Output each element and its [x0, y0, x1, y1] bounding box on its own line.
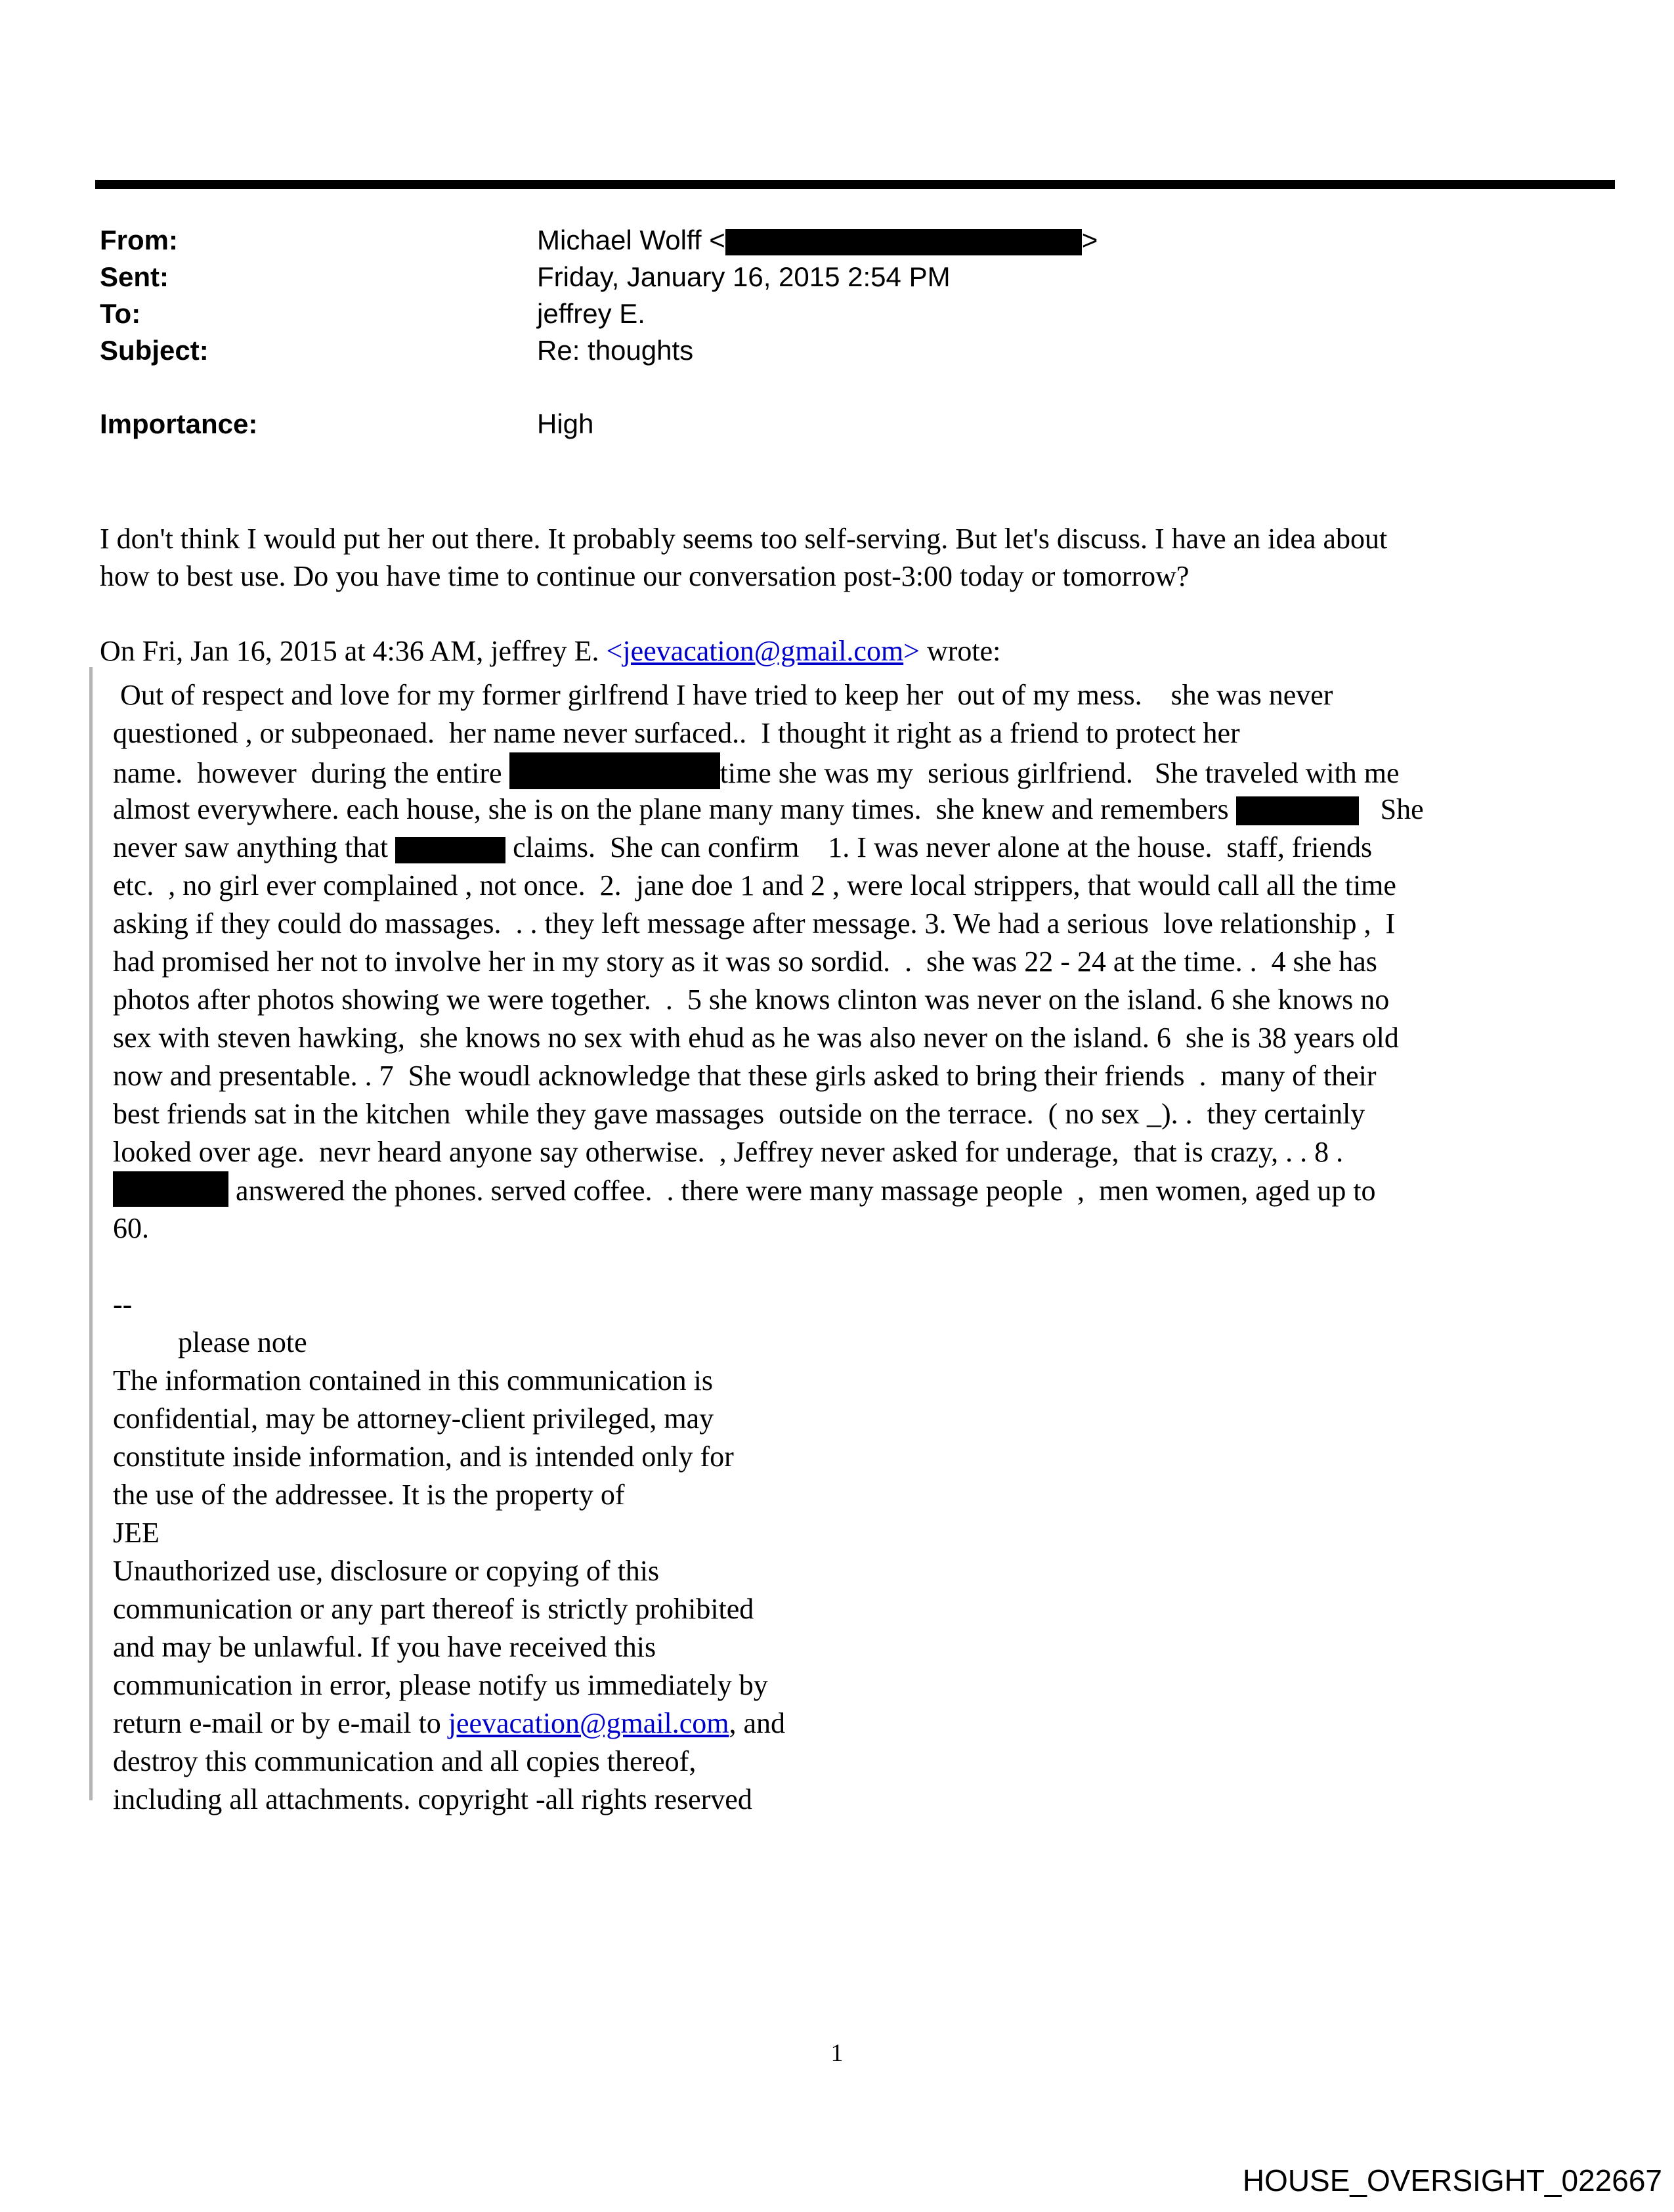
text-run: communication in error, please notify us immediately by	[113, 1669, 768, 1701]
text-line	[113, 1209, 1424, 1247]
text-run: claims. She can confirm 1. I was never alone at the house. staff, friends	[505, 831, 1373, 863]
text-line	[113, 1171, 1424, 1209]
text-run: High	[537, 408, 594, 439]
text-run: name. however during the entire	[113, 757, 509, 789]
text-line	[113, 1438, 1424, 1476]
angle-bracket: >	[903, 635, 920, 667]
text-run: including all attachments. copyright -all rights reserved	[113, 1783, 752, 1815]
text-line	[113, 676, 1424, 714]
message-body	[100, 520, 1387, 670]
text-line	[113, 905, 1424, 943]
header-row-to	[100, 295, 1098, 332]
text-run: Friday, January 16, 2015 2:54 PM	[537, 261, 951, 292]
text-line	[113, 1704, 1424, 1743]
text-line	[113, 1362, 1424, 1400]
text-run: Michael Wolff <	[537, 225, 725, 255]
header-field-value	[537, 332, 693, 369]
text-run: wrote:	[920, 635, 1001, 667]
header-field-value	[537, 222, 1098, 259]
text-run: Out of respect and love for my former girlfrend I have tried to keep her out of my mess. she was never	[113, 679, 1333, 711]
text-run: photos after photos showing we were together. . 5 she knows clinton was never on the island. 6 she knows no	[113, 984, 1390, 1016]
text-run: She	[1358, 793, 1424, 825]
text-run: Unauthorized use, disclosure or copying of this	[113, 1555, 660, 1587]
header-row-subject	[100, 332, 1098, 369]
text-line	[100, 557, 1387, 595]
text-run: looked over age. nevr heard anyone say otherwise. , Jeffrey never asked for underage, that is crazy, . . 8 .	[113, 1136, 1344, 1168]
text-run: --	[113, 1288, 133, 1320]
text-line	[113, 867, 1424, 905]
text-line	[113, 791, 1424, 829]
text-line	[113, 1057, 1424, 1095]
email-link[interactable]: jeevacation@gmail.com	[448, 1707, 729, 1739]
text-run: almost everywhere. each house, she is on the plane many many times. she knew and remembers	[113, 793, 1236, 825]
redaction-box	[725, 229, 1082, 255]
text-line	[113, 1666, 1424, 1704]
header-row-sent	[100, 259, 1098, 295]
redaction-box	[395, 837, 505, 863]
header-row-importance	[100, 406, 1098, 443]
text-line	[113, 752, 1424, 791]
text-line	[113, 714, 1424, 752]
text-run: On Fri, Jan 16, 2015 at 4:36 AM, jeffrey E.	[100, 635, 607, 667]
header-field-label: From:	[100, 225, 178, 255]
text-run: The information contained in this communication is	[113, 1364, 714, 1397]
text-line	[113, 1514, 1424, 1552]
text-line	[113, 1286, 1424, 1324]
redaction-box	[113, 1171, 228, 1207]
text-run: etc. , no girl ever complained , not once. 2. jane doe 1 and 2 , were local strippers, that would call all the time	[113, 869, 1396, 901]
text-run: questioned , or subpeonaed. her name never surfaced.. I thought it right as a friend to protect her	[113, 717, 1240, 749]
text-line	[113, 1247, 1424, 1286]
bates-stamp: HOUSE_OVERSIGHT_022667	[1242, 2163, 1662, 2198]
text-line	[113, 1476, 1424, 1514]
header-field-value	[537, 259, 951, 295]
angle-bracket: <	[606, 635, 623, 667]
quote-bar	[89, 667, 93, 1800]
text-run: time she was my serious girlfriend. She traveled with me	[719, 757, 1400, 789]
text-line	[113, 1324, 1424, 1362]
text-run: sex with steven hawking, she knows no sex with ehud as he was also never on the island. 6 she is 38 years old	[113, 1022, 1399, 1054]
text-run: and may be unlawful. If you have received this	[113, 1631, 656, 1663]
header-row-spacer	[100, 369, 1098, 406]
redaction-box	[1236, 796, 1359, 825]
text-run: had promised her not to involve her in my story as it was so sordid. . she was 22 - 24 at the time. . 4 she has	[113, 945, 1377, 978]
header-divider-rule	[95, 180, 1615, 189]
text-run: destroy this communication and all copies thereof,	[113, 1745, 697, 1777]
text-line	[113, 1400, 1424, 1438]
text-run: never saw anything that	[113, 831, 396, 863]
email-header-fields	[100, 222, 1098, 443]
header-field-label: Subject:	[100, 335, 209, 366]
header-field-label: To:	[100, 298, 141, 329]
header-row-from	[100, 222, 1098, 259]
header-field-value	[537, 295, 645, 332]
text-run: , and	[729, 1707, 786, 1739]
header-field-label: Importance:	[100, 408, 258, 439]
text-line	[113, 1095, 1424, 1133]
text-line	[113, 943, 1424, 981]
text-run: answered the phones. served coffee. . there were many massage people , men women, aged up to	[228, 1175, 1376, 1207]
email-link[interactable]: jeevacation@gmail.com	[622, 635, 904, 667]
text-run: communication or any part thereof is strictly prohibited	[113, 1593, 754, 1625]
quoted-reply	[113, 676, 1424, 1819]
text-line	[113, 1590, 1424, 1628]
text-run: JEE	[113, 1517, 160, 1549]
text-run: now and presentable. . 7 She woudl acknowledge that these girls asked to bring their friends . many of their	[113, 1060, 1377, 1092]
text-line	[113, 1133, 1424, 1171]
text-run: asking if they could do massages. . . they left message after message. 3. We had a serious love relationship , I	[113, 907, 1396, 940]
text-run: confidential, may be attorney-client privileged, may	[113, 1402, 714, 1435]
text-run: >	[1081, 225, 1098, 255]
text-line	[100, 595, 1387, 632]
text-line	[100, 632, 1387, 670]
text-line	[113, 829, 1424, 867]
text-run: the use of the addressee. It is the property of	[113, 1479, 625, 1511]
header-field-label	[100, 369, 537, 406]
text-run: Re: thoughts	[537, 335, 694, 366]
text-run: please note	[113, 1326, 307, 1358]
text-line	[113, 1019, 1424, 1057]
page-number: 1	[830, 2039, 844, 2067]
text-line	[100, 520, 1387, 557]
text-run: I don't think I would put her out there. It probably seems too self-serving. But let's discuss. I have an idea about	[100, 523, 1388, 555]
text-line	[113, 1552, 1424, 1590]
redaction-box	[509, 752, 720, 789]
text-line	[113, 1743, 1424, 1781]
text-run: jeffrey E.	[537, 298, 645, 329]
text-line	[113, 1628, 1424, 1666]
text-run: constitute inside information, and is intended only for	[113, 1441, 734, 1473]
text-line	[113, 981, 1424, 1019]
text-line	[113, 1781, 1424, 1819]
text-run: how to best use. Do you have time to continue our conversation post-3:00 today or tomorrow?	[100, 560, 1190, 592]
text-run: best friends sat in the kitchen while they gave massages outside on the terrace. ( no sex _). . they certainly	[113, 1098, 1365, 1130]
header-field-value	[537, 406, 593, 443]
text-run: 60.	[113, 1212, 149, 1244]
header-field-label: Sent:	[100, 261, 169, 292]
text-run: return e-mail or by e-mail to	[113, 1707, 448, 1739]
